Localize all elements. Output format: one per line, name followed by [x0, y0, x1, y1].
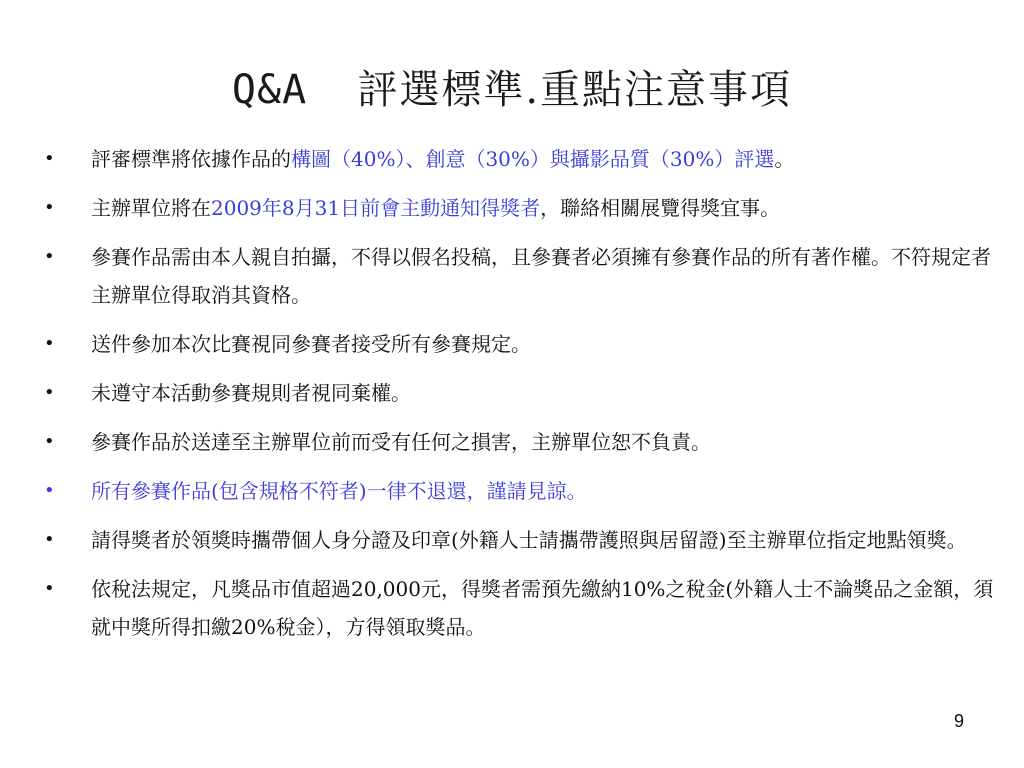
bullet-dot-icon: •: [44, 529, 55, 550]
bullet-text-segment: 未遵守本活動參賽規則者視同棄權。: [91, 381, 411, 405]
bullet-dot-icon: •: [44, 197, 55, 218]
title-main: 評選標準.重點注意事項: [357, 67, 793, 113]
bullet-text-segment: 送件參加本次比賽視同參賽者接受所有參賽規定。: [91, 332, 531, 356]
bullet-dot-icon: •: [44, 148, 55, 169]
bullet-dot-icon: •: [44, 246, 55, 267]
bullet-text-segment: 參賽作品於送達至主辦單位前而受有任何之損害，主辦單位恕不負責。: [91, 430, 711, 454]
bullet-item: [40, 423, 1000, 461]
bullet-text-segment: 所有參賽作品(包含規格不符者)一律不退還，謹請見諒。: [91, 479, 587, 503]
bullet-text-segment: 。: [774, 147, 795, 171]
bullet-item: [40, 570, 1000, 646]
bullet-item: [40, 140, 1000, 178]
bullet-text-segment: 2009年8月31日前會主動通知得獎者: [211, 196, 541, 220]
bullet-dot-icon: •: [44, 431, 55, 452]
bullet-dot-icon: •: [44, 480, 55, 501]
bullet-dot-icon: •: [44, 333, 55, 354]
bullet-list: [40, 140, 1000, 657]
bullet-text-segment: 請得獎者於領獎時攜帶個人身分證及印章(外籍人士請攜帶護照與居留證)至主辦單位指定地點領獎。: [91, 528, 967, 552]
bullet-item: [40, 325, 1000, 363]
bullet-item: [40, 189, 1000, 227]
bullet-text-segment: 構圖（40%）、創意（30%）與攝影品質（30%）評選: [291, 147, 775, 171]
bullet-item: [40, 521, 1000, 559]
slide-title: [0, 62, 1024, 118]
page-number: 9: [953, 711, 964, 731]
bullet-text-segment: 參賽作品需由本人親自拍攝，不得以假名投稿，且參賽者必須擁有參賽作品的所有著作權。不符規定者主辦單位得取消其資格。: [91, 245, 991, 307]
bullet-text-segment: ，聯絡相關展覽得獎宜事。: [540, 196, 781, 220]
bullet-dot-icon: •: [44, 578, 55, 599]
bullet-text-segment: 評審標準將依據作品的: [91, 147, 291, 171]
bullet-text-segment: 主辦單位將在: [91, 196, 211, 220]
bullet-item: [40, 238, 1000, 314]
bullet-item: [40, 472, 1000, 510]
title-prefix: Q&A: [231, 67, 308, 113]
bullet-text-segment: 依稅法規定，凡獎品市值超過20,000元，得獎者需預先繳納10%之稅金(外籍人士不論獎品之金額，須就中獎所得扣繳20%稅金），方得領取獎品。: [91, 577, 994, 639]
bullet-item: [40, 374, 1000, 412]
bullet-dot-icon: •: [44, 382, 55, 403]
